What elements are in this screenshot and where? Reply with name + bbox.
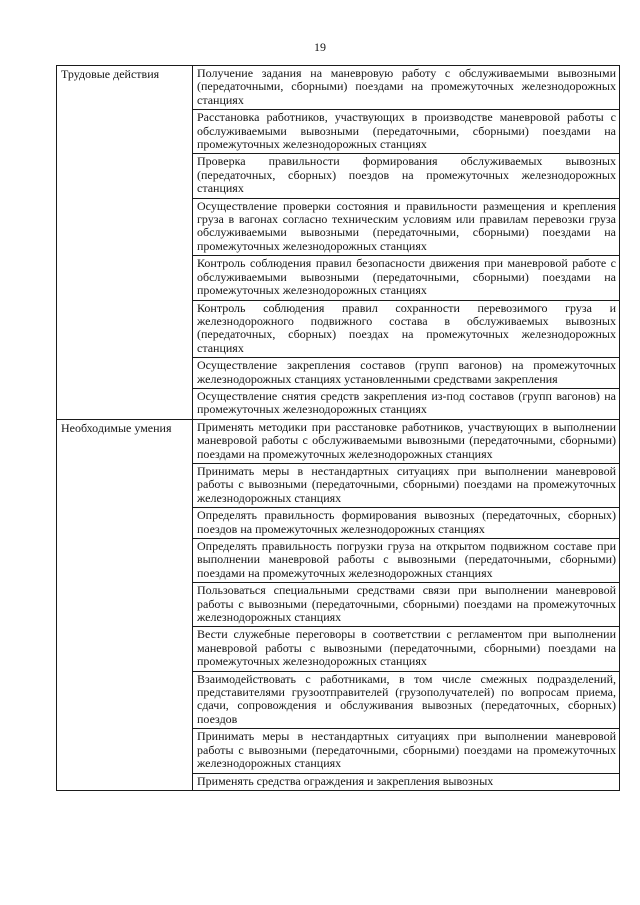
section-label-labor-actions: Трудовые действия [57, 66, 193, 420]
table-cell: Контроль соблюдения правил сохранности перевозимого груза и железнодорожного подвижного состава в обслуживаемых вывозных (передаточных, сборных) поездах на промежуточных железнодорожных станциях [193, 300, 620, 358]
table-cell: Принимать меры в нестандартных ситуациях при выполнении маневровой работы с вывозными (передаточными, сборными) поездами на промежуточных железнодорожных станциях [193, 463, 620, 507]
table-cell: Проверка правильности формирования обслуживаемых вывозных (передаточных, сборных) поездов на промежуточных железнодорожных станциях [193, 154, 620, 198]
table-cell: Расстановка работников, участвующих в производстве маневровой работы с обслуживаемыми вывозными (передаточными, сборными) поездами на промежуточных железнодорожных станциях [193, 110, 620, 154]
table-cell: Определять правильность формирования вывозных (передаточных, сборных) поездов на промежуточных железнодорожных станциях [193, 508, 620, 539]
table-cell: Контроль соблюдения правил безопасности движения при маневровой работе с обслуживаемыми вывозными (передаточными, сборными) поездами на промежуточных железнодорожных станциях [193, 256, 620, 300]
table-cell: Осуществление закрепления составов (групп вагонов) на промежуточных железнодорожных станциях установленными средствами закрепления [193, 358, 620, 389]
table-cell: Осуществление проверки состояния и правильности размещения и крепления груза в вагонах согласно техническим условиям или правилам перевозки груза обслуживаемыми вывозными (передаточными, сборными) поездами на промежуточных железнодорожных станциях [193, 198, 620, 256]
section-label-required-skills: Необходимые умения [57, 419, 193, 790]
page-number: 19 [314, 40, 326, 54]
table-cell: Вести служебные переговоры в соответствии с регламентом при выполнении маневровой работы с вывозными (передаточными, сборными) поездами на промежуточных железнодорожных станциях [193, 627, 620, 671]
table-row [57, 66, 620, 110]
table-cell: Применять средства ограждения и закрепления вывозных [193, 773, 620, 790]
competency-table [56, 65, 620, 791]
table-cell: Получение задания на маневровую работу с обслуживаемыми вывозными (передаточными, сборными) поездами на промежуточных железнодорожных станциях [193, 66, 620, 110]
table-cell: Определять правильность погрузки груза на открытом подвижном составе при выполнении маневровой работы с вывозными (передаточными, сборными) поездами на промежуточных железнодорожных станциях [193, 539, 620, 583]
table-cell: Пользоваться специальными средствами связи при выполнении маневровой работы с вывозными (передаточными, сборными) поездами на промежуточных железнодорожных станциях [193, 583, 620, 627]
table-cell: Принимать меры в нестандартных ситуациях при выполнении маневровой работы с вывозными (передаточными, сборными) поездами на промежуточных железнодорожных станциях [193, 729, 620, 773]
table-cell: Применять методики при расстановке работников, участвующих в выполнении маневровой работы с обслуживаемыми вывозными (передаточными, сборными) поездами на промежуточных железнодорожных станциях [193, 419, 620, 463]
table-cell: Взаимодействовать с работниками, в том числе смежных подразделений, представителями грузоотправителей (грузополучателей) по вопросам приема, сдачи, сопровождения и обслуживания вывозных (передаточных, сборных) поездов [193, 671, 620, 729]
table-row [57, 419, 620, 463]
table-cell: Осуществление снятия средств закрепления из-под составов (групп вагонов) на промежуточных железнодорожных станциях [193, 388, 620, 419]
